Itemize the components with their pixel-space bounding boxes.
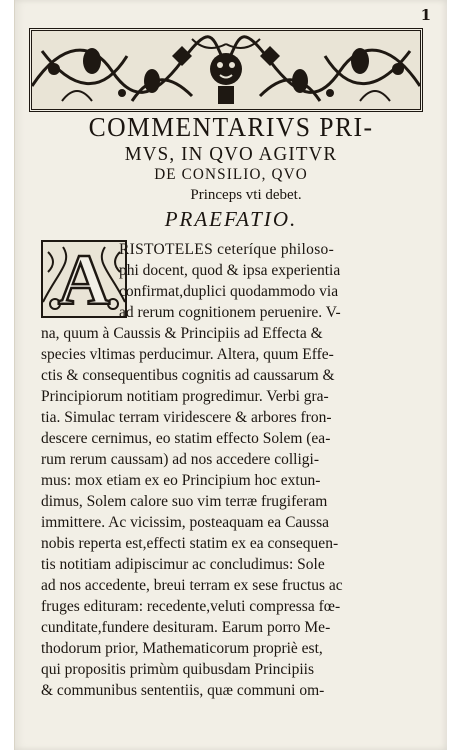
body-line: confirmat,duplici quodammodo via <box>119 283 339 300</box>
body-line: ad rerum cognitionem peruenire. V- <box>119 304 341 321</box>
title-line-1: COMMENTARIVS PRI- <box>88 112 374 142</box>
drop-cap-initial <box>41 240 127 318</box>
body-line: tis notitiam adipiscimur ac concludimus: Sole <box>41 556 325 573</box>
body-line: fruges edituram: recedente,veluti compressa fœ- <box>41 598 341 615</box>
body-line: mus: mox etiam ex eo Principium hoc extun- <box>41 472 321 489</box>
book-page <box>14 0 447 750</box>
body-line: thodorum prior, Mathematicorum propriè est, <box>41 640 323 657</box>
body-line: qui propositis primùm quibusdam Principiis <box>41 661 314 678</box>
title-line-3: DE CONSILIO, QVO <box>154 166 308 183</box>
section-heading: PRAEFATIO. <box>164 207 298 231</box>
title-line-2: MVS, IN QVO AGITVR <box>124 143 338 165</box>
body-line: ctis & consequentibus cognitis ad caussarum & <box>41 367 335 384</box>
title-line-4: Princeps vti debet. <box>190 187 302 203</box>
body-line: & communibus sententiis, quæ communi om- <box>41 682 325 699</box>
body-line: ad nos accedente, breui terram ex sese fructus ac <box>41 577 343 594</box>
body-line: na, quum à Caussis & Principiis ad Effecta & <box>41 325 323 342</box>
body-line: immittere. Ac vicissim, posteaquam ea Caussa <box>41 514 329 531</box>
body-line: rum rerum caussam) ad nos accedere colligi- <box>41 451 320 468</box>
headpiece-ornament-icon <box>32 31 420 109</box>
body-line: phi docent, quod & ipsa experientia <box>119 262 341 279</box>
page-number: 1 <box>420 6 431 24</box>
body-line: dimus, Solem calore suo vim terræ frugiferam <box>41 493 328 510</box>
body-line: descere cernimus, eo statim effecto Solem (ea- <box>41 430 331 447</box>
ornamental-headpiece <box>29 28 423 112</box>
body-line: Principiorum notitiam progredimur. Verbi gra- <box>41 388 329 405</box>
body-line: nobis reperta est,effecti statim ex ea consequen- <box>41 535 339 552</box>
body-line: species vltimas perducimur. Altera, quum Effe- <box>41 346 334 363</box>
body-line: tia. Simulac terram viridescere & arbores fron- <box>41 409 332 426</box>
drop-cap-letter: A <box>58 240 110 318</box>
body-line: cunditate,fundere desituram. Earum porro Me- <box>41 619 331 636</box>
body-line: RISTOTELES ceteríque philoso- <box>119 241 335 258</box>
